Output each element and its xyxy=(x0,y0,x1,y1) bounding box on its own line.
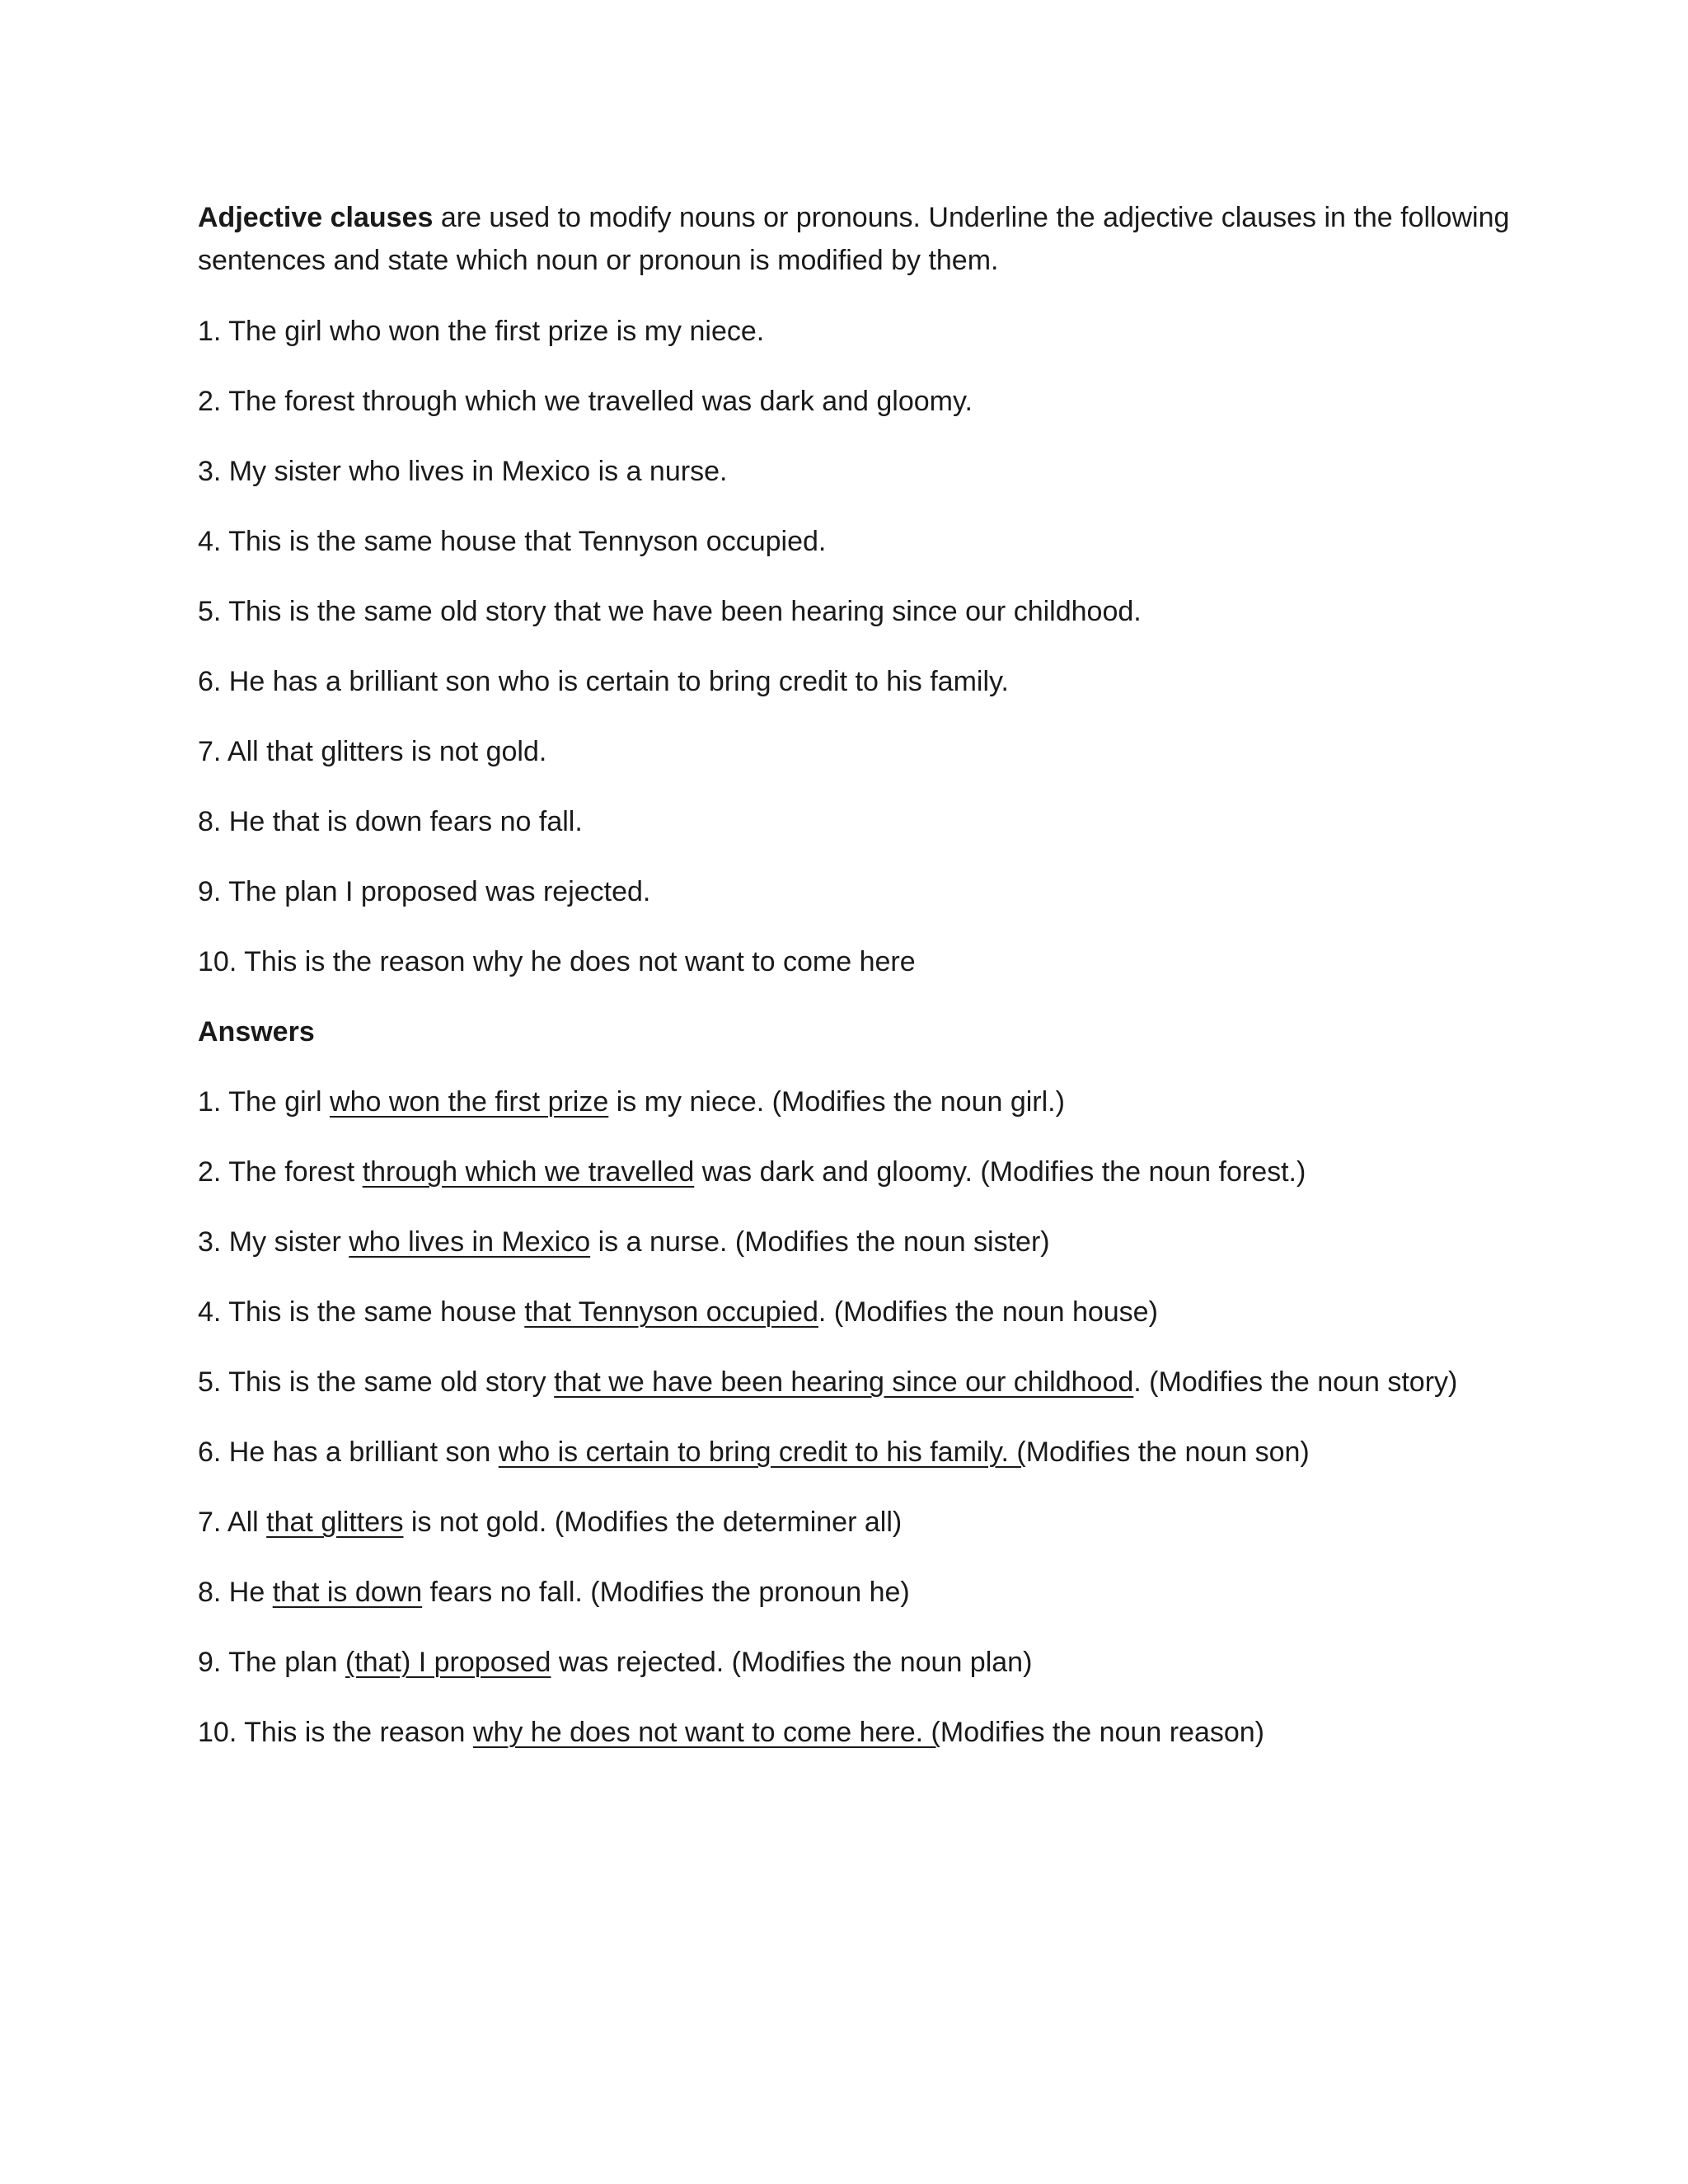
intro-text: are used to modify nouns or pronouns. Underline the adjective clauses in the following sentences and state which noun or pronoun is modified by them. xyxy=(198,202,1510,276)
question-item: 10. This is the reason why he does not want to come here xyxy=(198,946,916,977)
question-item: 8. He that is down fears no fall. xyxy=(198,806,583,837)
intro-paragraph xyxy=(198,196,1517,282)
answer-clause-underlined: that we have been hearing since our childhood xyxy=(554,1366,1134,1398)
document-content xyxy=(198,196,1517,1754)
answer-suffix: is not gold. (Modifies the determiner all) xyxy=(403,1507,903,1538)
answer-suffix: Modifies the noun reason) xyxy=(940,1717,1264,1748)
answer-item xyxy=(198,1711,1517,1754)
answer-item xyxy=(198,1291,1517,1333)
answer-clause-underlined: that Tennyson occupied xyxy=(524,1296,818,1328)
answer-prefix: 6. He has a brilliant son xyxy=(198,1436,499,1468)
answer-prefix: 3. My sister xyxy=(198,1226,349,1258)
answer-item xyxy=(198,1571,1517,1614)
answer-item xyxy=(198,1361,1517,1404)
answer-suffix: was dark and gloomy. (Modifies the noun forest.) xyxy=(694,1156,1306,1188)
intro-bold-term: Adjective clauses xyxy=(198,202,434,233)
answer-clause-underlined: that glitters xyxy=(266,1507,404,1538)
answers-heading: Answers xyxy=(198,1016,315,1047)
answer-suffix: was rejected. (Modifies the noun plan) xyxy=(551,1647,1033,1678)
answer-item xyxy=(198,1080,1517,1123)
answer-clause-underlined: (that) I proposed xyxy=(345,1647,551,1678)
answer-prefix: 5. This is the same old story xyxy=(198,1366,555,1398)
answer-suffix: is a nurse. (Modifies the noun sister) xyxy=(590,1226,1050,1258)
answer-prefix: 2. The forest xyxy=(198,1156,363,1188)
answer-prefix: 1. The girl xyxy=(198,1086,331,1118)
question-item: 3. My sister who lives in Mexico is a nurse. xyxy=(198,456,728,487)
answers-list xyxy=(198,1080,1517,1754)
answer-item xyxy=(198,1641,1517,1684)
answer-suffix: is my niece. (Modifies the noun girl.) xyxy=(608,1086,1065,1118)
question-item: 4. This is the same house that Tennyson occupied. xyxy=(198,526,827,557)
answer-clause-underlined: through which we travelled xyxy=(362,1156,695,1188)
answer-prefix: 9. The plan xyxy=(198,1647,345,1678)
question-item: 5. This is the same old story that we have been hearing since our childhood. xyxy=(198,596,1142,627)
answer-suffix: fears no fall. (Modifies the pronoun he) xyxy=(422,1577,910,1608)
answer-suffix: . (Modifies the noun house) xyxy=(818,1296,1158,1328)
answer-clause-underlined: who won the first prize xyxy=(330,1086,609,1118)
answer-clause-underlined: why he does not want to come here. ( xyxy=(472,1717,940,1748)
answer-suffix: Modifies the noun son) xyxy=(1025,1436,1310,1468)
answer-item xyxy=(198,1501,1517,1544)
answer-prefix: 7. All xyxy=(198,1507,267,1538)
answer-clause-underlined: who lives in Mexico xyxy=(349,1226,591,1258)
answer-prefix: 10. This is the reason xyxy=(198,1717,473,1748)
answer-item xyxy=(198,1221,1517,1263)
question-item: 2. The forest through which we travelled was dark and gloomy. xyxy=(198,386,973,417)
answer-prefix: 4. This is the same house xyxy=(198,1296,525,1328)
answer-clause-underlined: who is certain to bring credit to his family. ( xyxy=(498,1436,1026,1468)
answer-item xyxy=(198,1151,1517,1193)
answer-prefix: 8. He xyxy=(198,1577,273,1608)
questions-list xyxy=(198,310,1517,983)
answer-item xyxy=(198,1431,1517,1474)
question-item: 9. The plan I proposed was rejected. xyxy=(198,876,651,907)
question-item: 7. All that glitters is not gold. xyxy=(198,736,547,767)
question-item: 6. He has a brilliant son who is certain to bring credit to his family. xyxy=(198,666,1009,697)
answer-clause-underlined: that is down xyxy=(272,1577,423,1608)
question-item: 1. The girl who won the first prize is my niece. xyxy=(198,316,765,347)
answer-suffix: . (Modifies the noun story) xyxy=(1133,1366,1458,1398)
